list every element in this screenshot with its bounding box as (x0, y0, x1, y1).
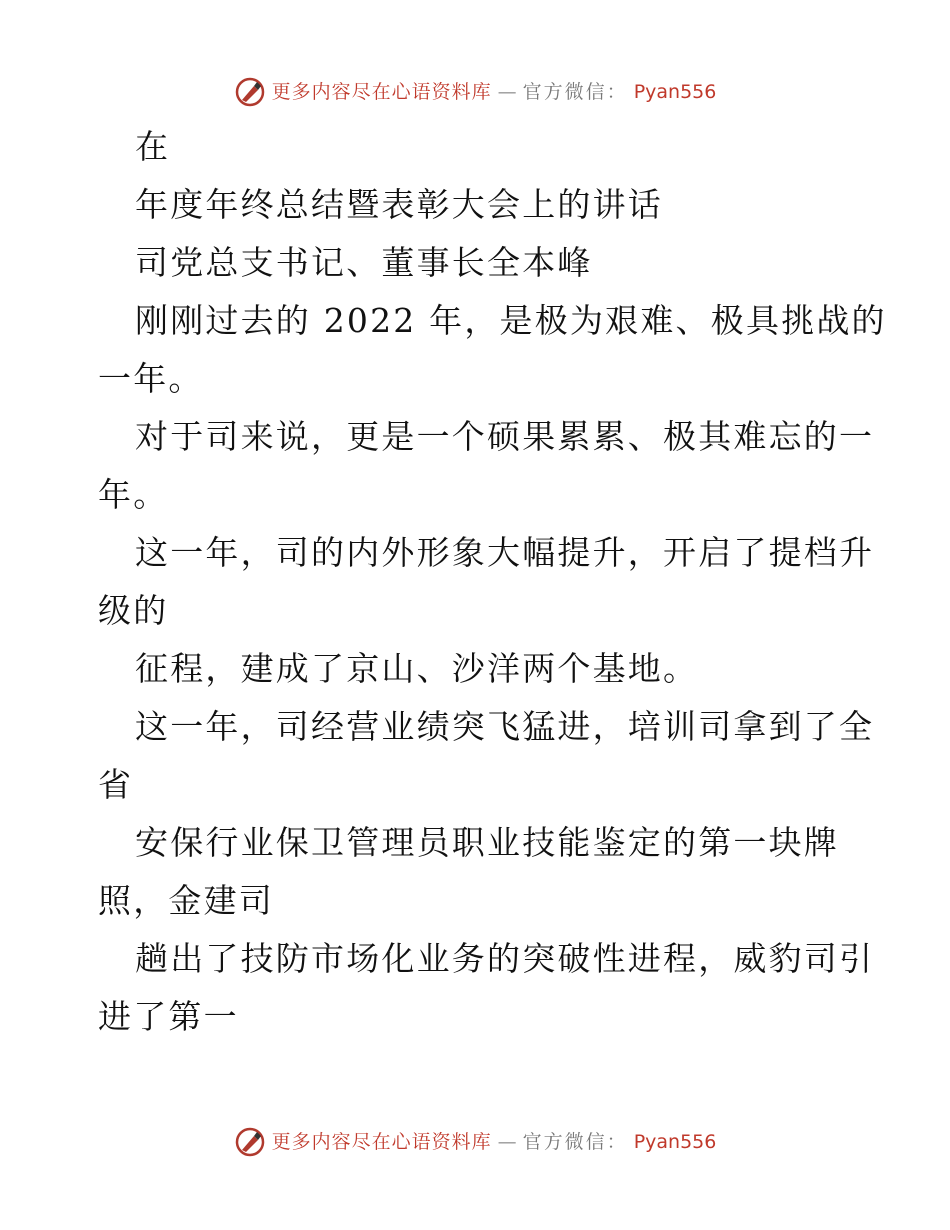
document-body (98, 118, 887, 1046)
text-line: 年度年终总结暨表彰大会上的讲话 (135, 185, 663, 224)
footer-watermark (0, 1126, 950, 1158)
text-line: 司党总支书记、董事长全本峰 (135, 243, 593, 282)
watermark-official-label: 官方微信： (522, 1131, 628, 1153)
watermark-official-label: 官方微信： (522, 81, 628, 103)
text-line: 安保行业保卫管理员职业技能鉴定的第一块牌 (135, 823, 839, 862)
text-line: 级的 (98, 591, 169, 630)
text-line: 年。 (98, 475, 169, 514)
watermark-wechat-id: Pyan556 (633, 1131, 717, 1153)
watermark-dash: — (497, 1131, 517, 1153)
text-line: 照，金建司 (98, 881, 274, 920)
text-line: 趟出了技防市场化业务的突破性进程，威豹司引 (135, 939, 875, 978)
text-line: 进了第一 (98, 997, 239, 1036)
text-line: 这一年，司经营业绩突飞猛进，培训司拿到了全 (135, 707, 875, 746)
text-line: 省 (98, 765, 134, 804)
text-line: 征程，建成了京山、沙洋两个基地。 (135, 649, 699, 688)
watermark-brand: 更多内容尽在心语资料库 (271, 81, 492, 103)
watermark-dash: — (497, 81, 517, 103)
text-line: 在 (135, 127, 171, 166)
text-line: 刚刚过去的 2022 年，是极为艰难、极具挑战的 (135, 301, 887, 340)
header-watermark (0, 76, 950, 108)
watermark-wechat-id: Pyan556 (633, 81, 717, 103)
watermark-brand: 更多内容尽在心语资料库 (271, 1131, 492, 1153)
text-line: 这一年，司的内外形象大幅提升，开启了提档升 (135, 533, 875, 572)
pen-nib-logo-icon (234, 1126, 266, 1158)
text-line: 一年。 (98, 359, 204, 398)
text-line: 对于司来说，更是一个硕果累累、极其难忘的一 (135, 417, 875, 456)
pen-nib-logo-icon (234, 76, 266, 108)
